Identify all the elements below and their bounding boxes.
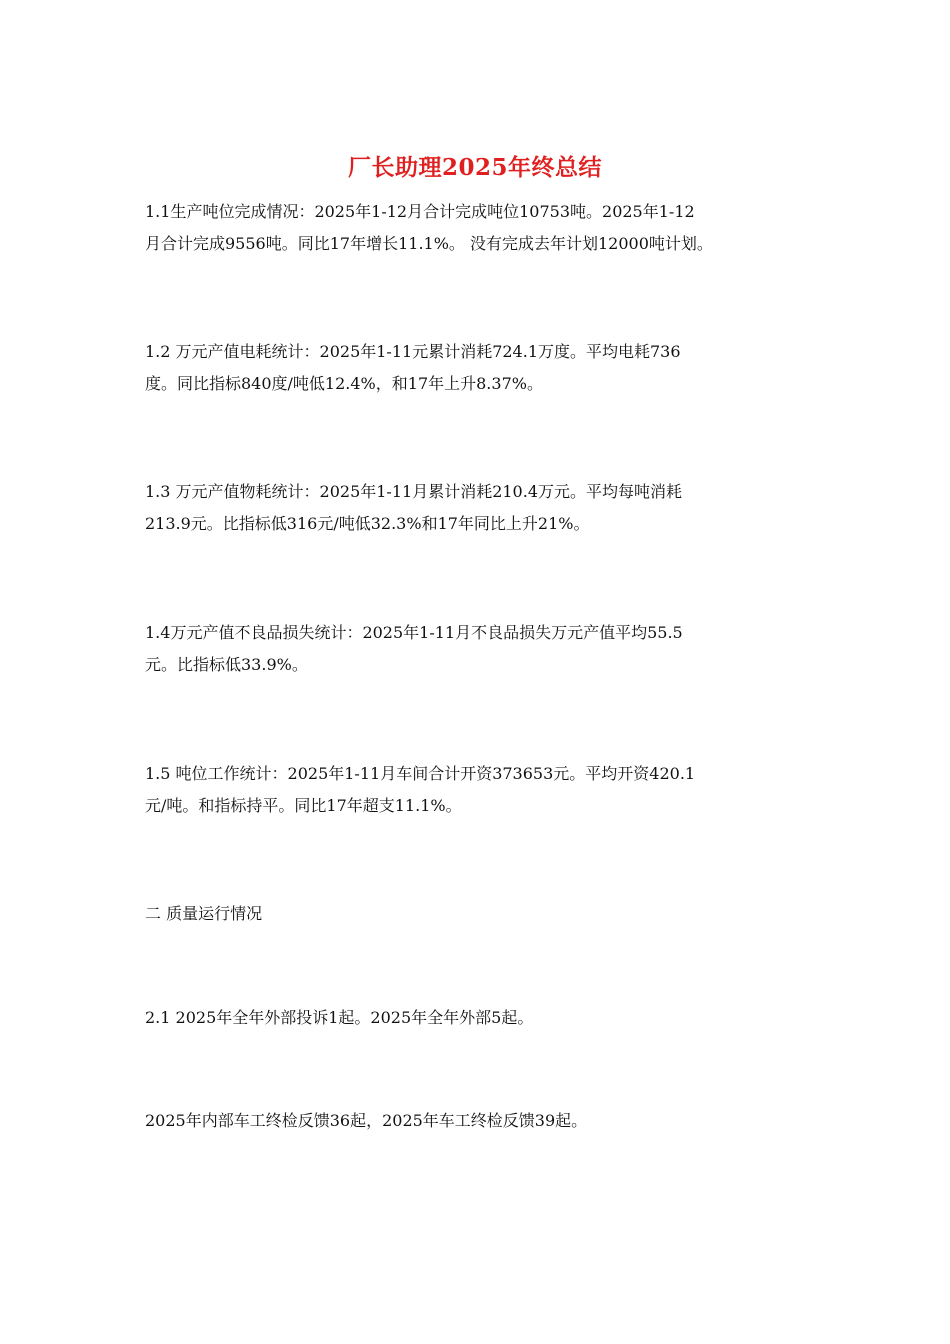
paragraph-line: 1.1生产吨位完成情况：2025年1-12月合计完成吨位10753吨。2025年1-12	[145, 202, 695, 221]
paragraph-line: 1.4万元产值不良品损失统计：2025年1-11月不良品损失万元产值平均55.5	[145, 623, 683, 642]
paragraph-line: 元。比指标低33.9%。	[145, 655, 308, 674]
paragraph-line: 元/吨。和指标持平。同比17年超支11.1%。	[145, 796, 462, 815]
paragraph-line: 2.1 2025年全年外部投诉1起。2025年全年外部5起。	[145, 1008, 534, 1027]
paragraph-line: 月合计完成9556吨。同比17年增长11.1%。 没有完成去年计划12000吨计划。	[145, 234, 713, 253]
paragraph-1-1	[145, 196, 810, 260]
paragraph-line: 度。同比指标840度/吨低12.4%，和17年上升8.37%。	[145, 374, 543, 393]
paragraph-line: 1.5 吨位工作统计：2025年1-11月车间合计开资373653元。平均开资420.1	[145, 764, 696, 783]
paragraph-1-5	[145, 758, 810, 822]
paragraph-line: 2025年内部车工终检反馈36起，2025年车工终检反馈39起。	[145, 1111, 588, 1130]
paragraph-line: 二 质量运行情况	[145, 904, 263, 923]
paragraph-line: 1.3 万元产值物耗统计：2025年1-11月累计消耗210.4万元。平均每吨消耗	[145, 482, 683, 501]
paragraph-2-1	[145, 1002, 810, 1034]
paragraph-1-4	[145, 617, 810, 681]
paragraph-1-3	[145, 476, 810, 540]
document-title: 厂长助理2025年终总结	[347, 154, 602, 181]
paragraph-2-2	[145, 1105, 810, 1137]
section-heading-quality	[145, 898, 810, 930]
paragraph-1-2	[145, 336, 810, 400]
paragraph-line: 1.2 万元产值电耗统计：2025年1-11元累计消耗724.1万度。平均电耗736	[145, 342, 681, 361]
paragraph-line: 213.9元。比指标低316元/吨低32.3%和17年同比上升21%。	[145, 514, 590, 533]
